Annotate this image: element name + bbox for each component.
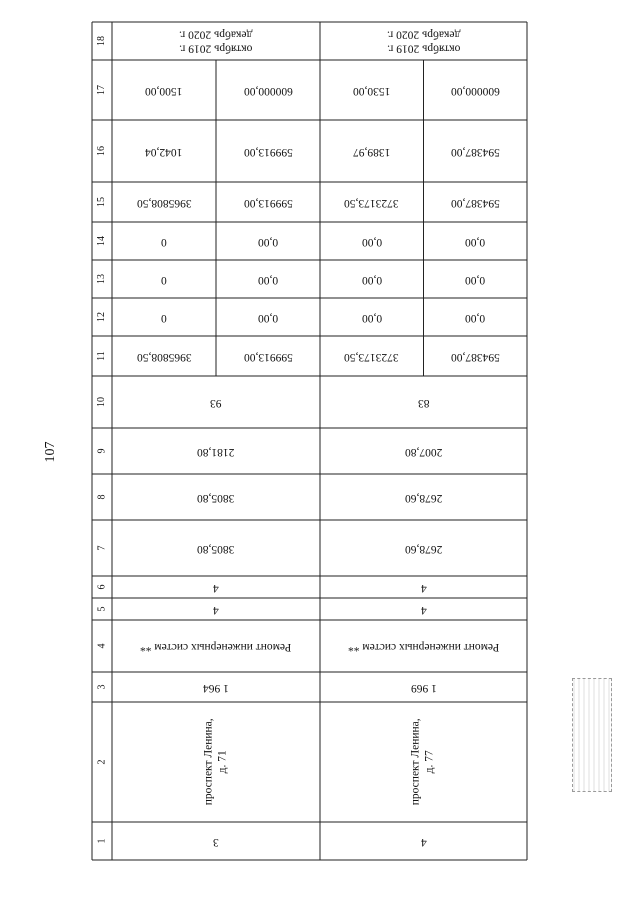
row-1-col-16-b-text: 599913,00 <box>243 145 293 158</box>
row-1-col-12-a <box>112 298 216 336</box>
column-header-16 <box>92 120 112 182</box>
column-header-14-text: 14 <box>96 236 107 246</box>
row-2-col-14-b <box>424 222 528 260</box>
row-2-col-15-a-text: 3723173,50 <box>344 196 400 209</box>
column-header-7-text: 7 <box>96 545 107 551</box>
row-2-col-17-b-text: 600000,00 <box>450 84 500 97</box>
column-header-18 <box>92 22 112 60</box>
row-1-col-16-a-text: 1042,04 <box>145 145 183 158</box>
row-1-col-8 <box>112 474 320 520</box>
row-1-col-1-text: 3 <box>213 835 219 848</box>
row-1-col-17-b-text: 600000,00 <box>243 84 293 97</box>
row-2-col-13-b <box>424 260 528 298</box>
row-1-col-7-text: 3805,80 <box>197 542 235 555</box>
row-1-col-5-text: 4 <box>213 603 219 616</box>
scan-stamp <box>572 678 612 792</box>
column-header-17-text: 17 <box>96 85 107 95</box>
row-1-col-2-text: проспект Ленина, д. 71 <box>202 718 228 806</box>
row-2-col-14-a <box>320 222 424 260</box>
column-header-1 <box>92 822 112 860</box>
row-1-col-18-text: октябрь 2019 г. декабрь 2020 г. <box>179 29 253 55</box>
row-1-col-10-text: 93 <box>210 396 222 409</box>
column-header-6 <box>92 576 112 598</box>
row-2-col-13-a <box>320 260 424 298</box>
row-1-col-16-a <box>112 120 216 182</box>
column-header-3 <box>92 672 112 702</box>
row-1-col-17-a-text: 1500,00 <box>145 84 183 97</box>
row-2-col-12-b <box>424 298 528 336</box>
row-2-col-15-b-text: 594387,00 <box>450 196 500 209</box>
row-2-col-16-b-text: 594387,00 <box>450 145 500 158</box>
row-2-col-18-text: октябрь 2019 г. декабрь 2020 г. <box>386 29 461 55</box>
row-1-col-11-b <box>216 336 320 376</box>
row-2-col-16-a-text: 1389,97 <box>353 145 391 158</box>
row-2-col-15-b <box>424 182 528 222</box>
row-2-col-12-b-text: 0,00 <box>465 311 486 324</box>
column-header-4-text: 4 <box>96 643 107 649</box>
row-1-col-12-a-text: 0 <box>161 311 167 324</box>
rotated-table <box>92 22 527 860</box>
row-1-col-5 <box>112 598 320 620</box>
column-header-10-text: 10 <box>96 397 107 407</box>
column-header-11-text: 11 <box>95 351 107 361</box>
row-2-col-12-a <box>320 298 424 336</box>
row-2-col-4 <box>320 620 527 672</box>
row-1-col-15-a-text: 3965808,50 <box>136 196 192 209</box>
row-1-col-9 <box>112 428 320 474</box>
column-header-17 <box>92 60 112 120</box>
row-1-col-3-text: 1 964 <box>203 681 229 694</box>
column-header-16-text: 16 <box>96 146 107 156</box>
row-2-col-5-text: 4 <box>420 603 427 616</box>
row-2-col-15-a <box>320 182 424 222</box>
row-2-col-18 <box>320 22 527 60</box>
row-1-col-14-a <box>112 222 216 260</box>
row-1-col-6 <box>112 576 320 598</box>
row-2-col-8-text: 2678,60 <box>404 491 443 504</box>
row-1-col-12-b <box>216 298 320 336</box>
row-2-col-17-a <box>320 60 424 120</box>
column-header-14 <box>92 222 112 260</box>
column-header-5 <box>92 598 112 620</box>
row-1-col-3 <box>112 672 320 702</box>
row-2-col-8 <box>320 474 527 520</box>
row-2-col-9-text: 2007,80 <box>404 445 443 458</box>
row-1-col-16-b <box>216 120 320 182</box>
row-2-col-13-b-text: 0,00 <box>465 273 486 286</box>
column-header-8-text: 8 <box>96 494 107 500</box>
column-header-12-text: 12 <box>96 312 107 322</box>
row-2-col-16-a <box>320 120 424 182</box>
row-2-col-11-a <box>320 336 424 376</box>
column-header-15-text: 15 <box>96 197 107 207</box>
column-header-8 <box>92 474 112 520</box>
row-2-col-14-a-text: 0,00 <box>361 235 382 248</box>
column-header-6-text: 6 <box>96 584 107 590</box>
row-1-col-14-b <box>216 222 320 260</box>
row-2-col-6-text: 4 <box>420 581 427 594</box>
column-header-4 <box>92 620 112 672</box>
row-2-col-4-text: Ремонт инженерных систем ** <box>347 640 500 653</box>
column-header-2-text: 2 <box>96 759 107 765</box>
row-1-col-17-b <box>216 60 320 120</box>
row-2-col-9 <box>320 428 527 474</box>
row-1-col-13-b <box>216 260 320 298</box>
column-header-10 <box>92 376 112 428</box>
column-header-13 <box>92 260 112 298</box>
row-2-col-10 <box>320 376 527 428</box>
column-header-12 <box>92 298 112 336</box>
row-2-col-1 <box>320 822 527 860</box>
row-2-col-5 <box>320 598 527 620</box>
row-2-col-17-a-text: 1530,00 <box>353 84 391 97</box>
row-1-col-7 <box>112 520 320 576</box>
row-1-col-15-a <box>112 182 216 222</box>
row-1-col-6-text: 4 <box>213 581 219 594</box>
column-header-15 <box>92 182 112 222</box>
row-1-col-14-a-text: 0 <box>161 235 167 248</box>
row-1-col-9-text: 2181,80 <box>197 445 235 458</box>
column-header-5-text: 5 <box>96 606 107 612</box>
row-1-col-18 <box>112 22 320 60</box>
page-number: 107 <box>43 441 58 463</box>
row-2-col-1-text: 4 <box>420 835 427 848</box>
row-2-col-6 <box>320 576 527 598</box>
row-2-col-3 <box>320 672 527 702</box>
row-1-col-4-text: Ремонт инженерных систем ** <box>140 640 292 653</box>
row-1-col-17-a <box>112 60 216 120</box>
row-1-col-13-b-text: 0,00 <box>257 273 279 286</box>
row-1-col-14-b-text: 0,00 <box>257 235 279 248</box>
column-header-3-text: 3 <box>96 684 107 690</box>
row-1-col-15-b <box>216 182 320 222</box>
row-1-col-10 <box>112 376 320 428</box>
row-2-col-12-a-text: 0,00 <box>361 311 382 324</box>
row-1-col-4 <box>112 620 320 672</box>
row-2-col-3-text: 1 969 <box>410 681 437 694</box>
row-2-col-14-b-text: 0,00 <box>465 235 486 248</box>
row-2-col-17-b <box>424 60 528 120</box>
row-2-col-10-text: 83 <box>417 396 430 409</box>
column-header-9 <box>92 428 112 474</box>
row-2-col-11-b-text: 594387,00 <box>450 350 500 363</box>
column-header-13-text: 13 <box>96 274 107 284</box>
row-2-col-11-b <box>424 336 528 376</box>
row-2-col-11-a-text: 3723173,50 <box>344 350 400 363</box>
row-2-col-7 <box>320 520 527 576</box>
column-header-1-text: 1 <box>96 838 107 844</box>
row-1-col-13-a-text: 0 <box>161 273 167 286</box>
row-1-col-2 <box>112 702 320 822</box>
row-2-col-2 <box>320 702 527 822</box>
row-2-col-2-text: проспект Ленина, д. 77 <box>409 718 436 806</box>
row-2-col-7-text: 2678,60 <box>404 542 443 555</box>
row-1-col-12-b-text: 0,00 <box>257 311 279 324</box>
column-header-2 <box>92 702 112 822</box>
row-2-col-16-b <box>424 120 528 182</box>
row-1-col-8-text: 3805,80 <box>197 491 235 504</box>
row-1-col-11-a <box>112 336 216 376</box>
column-header-11 <box>92 336 112 376</box>
row-1-col-15-b-text: 599913,00 <box>243 196 293 209</box>
column-header-18-text: 18 <box>96 36 107 46</box>
column-header-9-text: 9 <box>96 448 107 454</box>
row-1-col-11-b-text: 599913,00 <box>243 350 293 363</box>
row-1-col-13-a <box>112 260 216 298</box>
row-2-col-13-a-text: 0,00 <box>361 273 382 286</box>
column-header-7 <box>92 520 112 576</box>
row-1-col-11-a-text: 3965808,50 <box>136 350 192 363</box>
row-1-col-1 <box>112 822 320 860</box>
